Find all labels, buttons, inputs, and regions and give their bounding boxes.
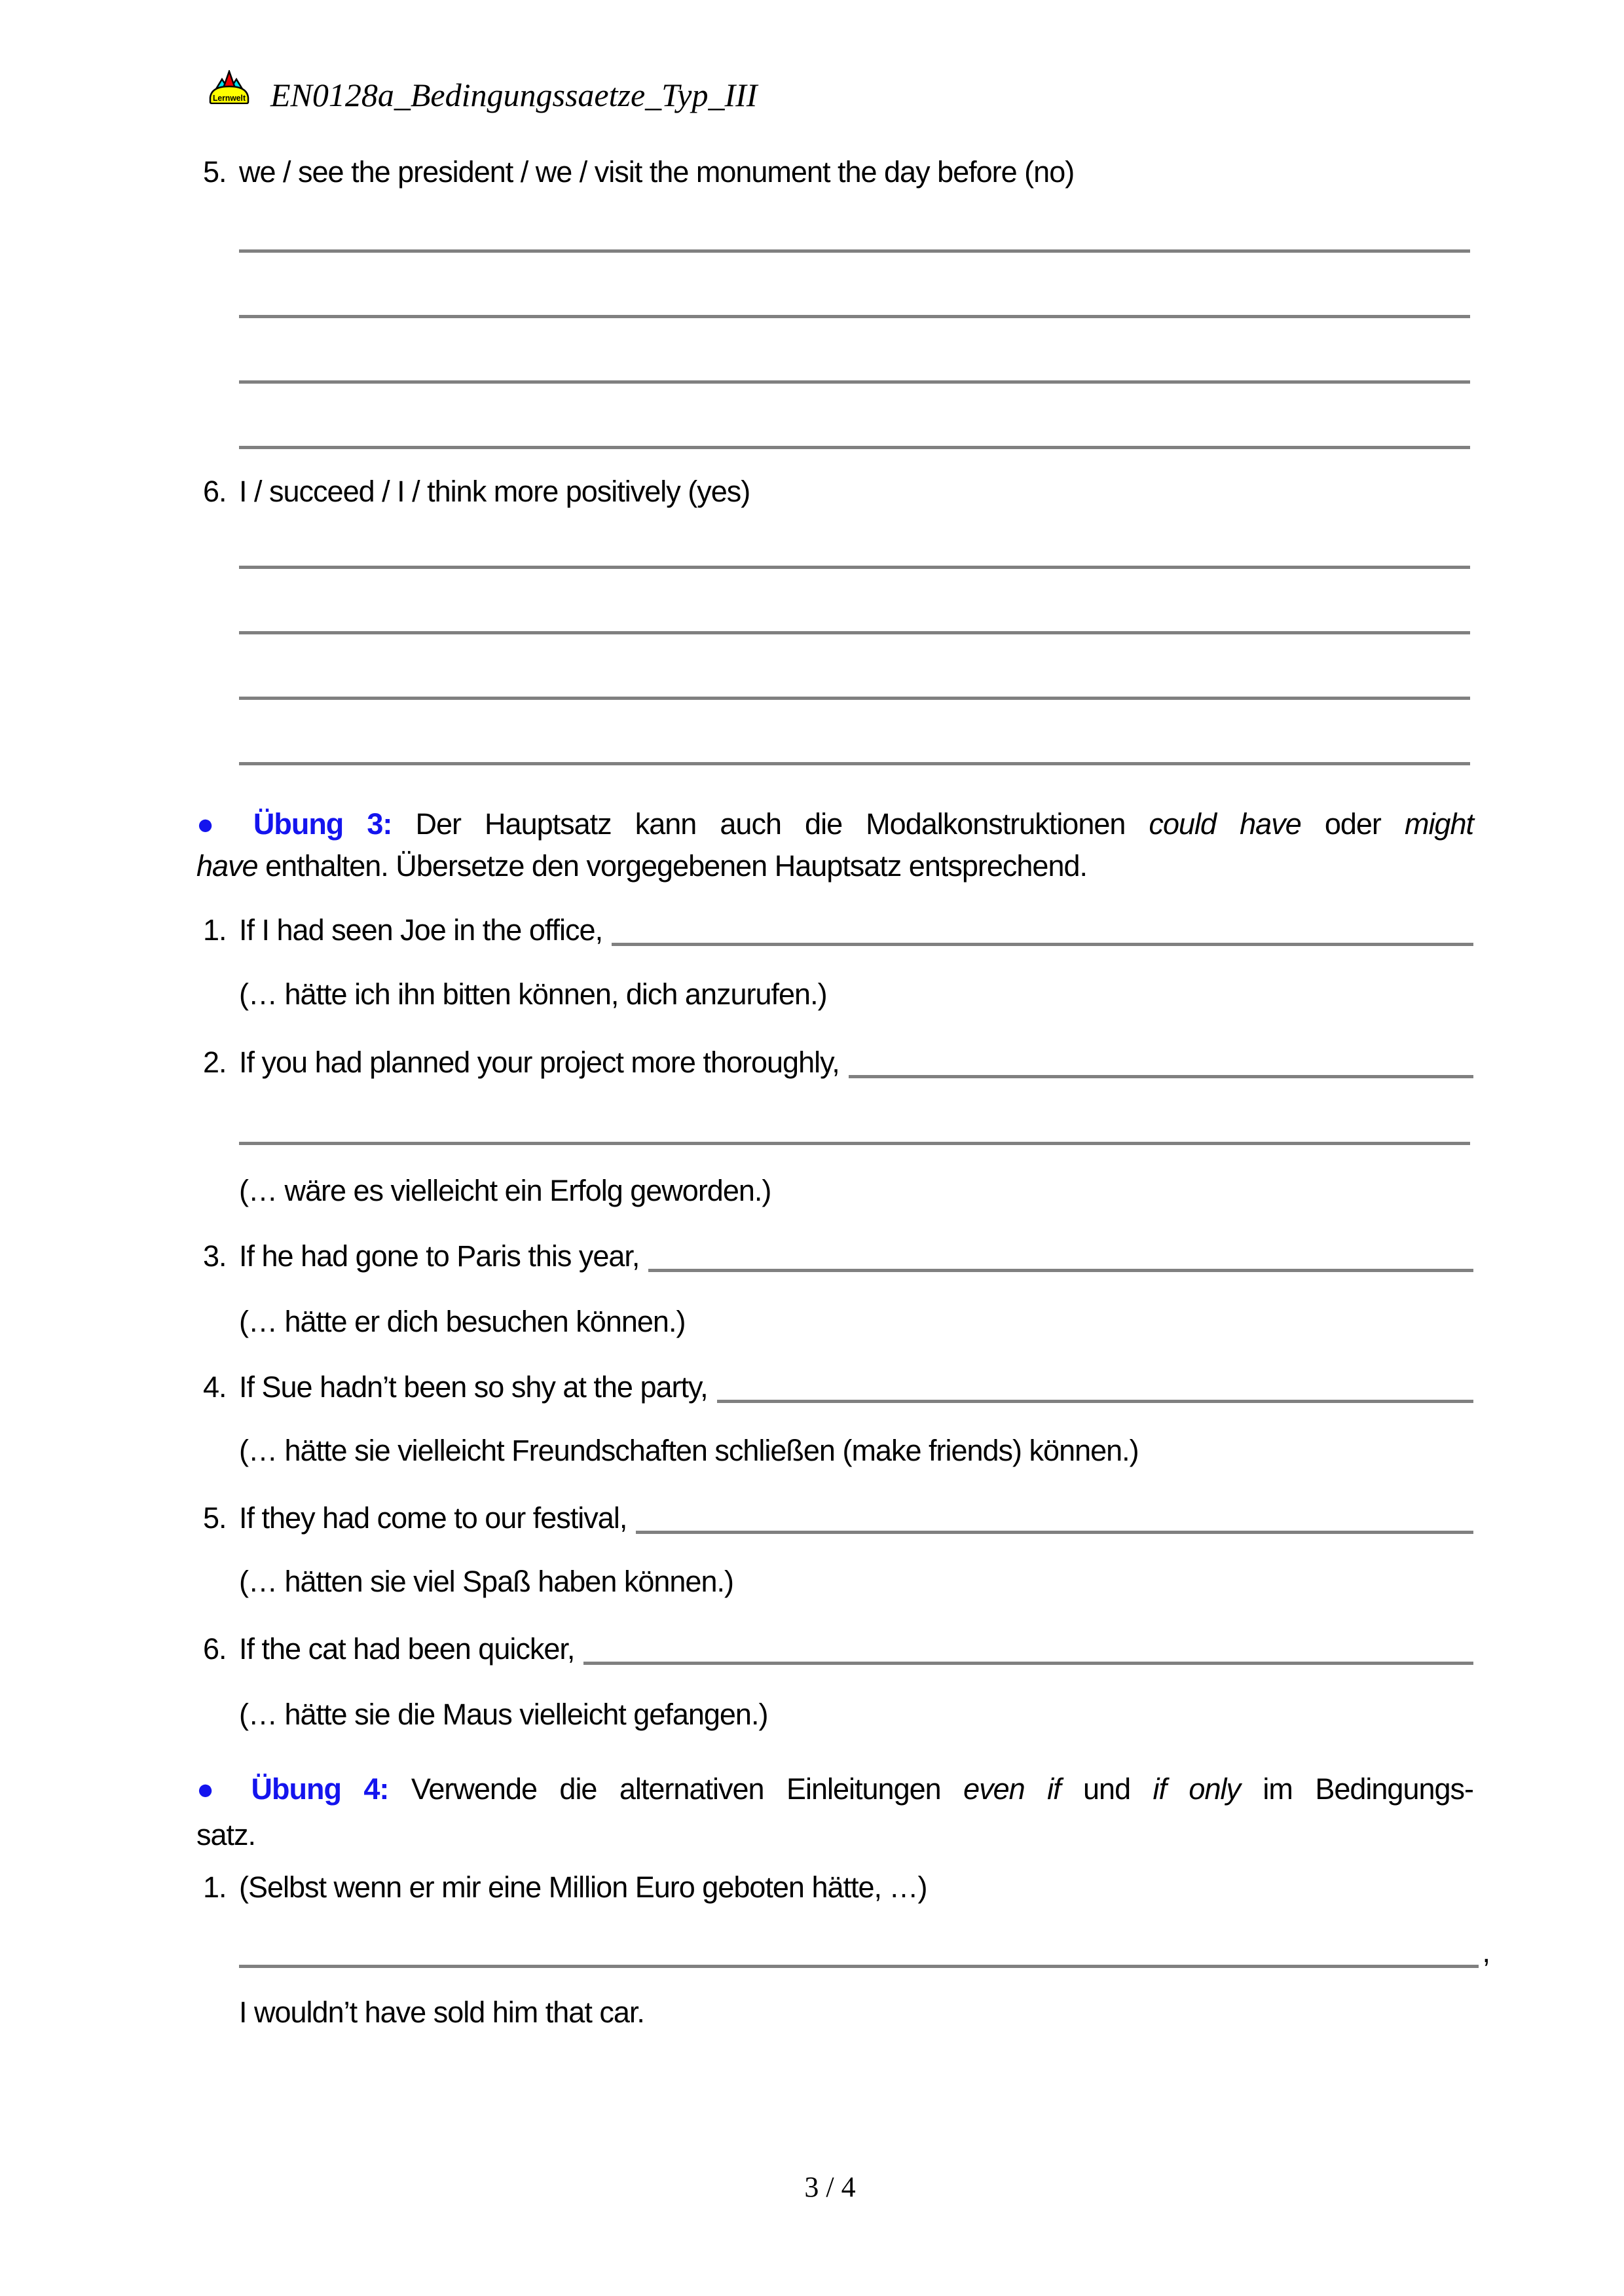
german-prompt: (… hätten sie viel Spaß haben können.) — [239, 1565, 733, 1598]
uebung3-item-5 — [203, 1501, 1473, 1535]
uebung3-intro: Der Hauptsatz kann auch die Modalkonstruktionen — [415, 807, 1149, 841]
answer-line — [239, 631, 1470, 634]
uebung3-item-2 — [203, 1046, 1473, 1080]
item-text: (Selbst wenn er mir eine Million Euro geboten hätte, …) — [239, 1870, 927, 1904]
uebung4-intro: im Bedingungs- — [1240, 1772, 1474, 1806]
answer-line — [239, 697, 1470, 700]
closing-text: I wouldn’t have sold him that car. — [239, 1995, 644, 2029]
exercise2-item-5 — [203, 155, 1473, 189]
item-number: 5. — [203, 1501, 227, 1535]
answer-suffix: , — [1482, 1935, 1490, 1969]
answer-line — [636, 1531, 1473, 1534]
logo-text: Lernwelt — [213, 93, 246, 103]
german-prompt: (… wäre es vielleicht ein Erfolg geworden.) — [239, 1174, 771, 1207]
uebung3-intro: enthalten. Übersetze den vorgegebenen Hauptsatz entsprechend. — [257, 849, 1088, 883]
uebung3-heading-line1 — [196, 807, 1473, 841]
answer-line — [239, 1965, 1479, 1968]
document-title: EN0128a_Bedingungssaetze_Typ_III — [270, 77, 758, 113]
answer-line — [239, 1142, 1470, 1145]
answer-line — [612, 943, 1473, 946]
item-text: If you had planned your project more thoroughly, — [239, 1046, 840, 1079]
lernwelt-logo — [208, 70, 251, 104]
item-number: 4. — [203, 1370, 227, 1404]
uebung3-item-1 — [203, 913, 1473, 947]
uebung3-intro-italic: could have — [1149, 807, 1301, 841]
uebung4-intro-italic: even if — [963, 1772, 1061, 1806]
exercise2-item-6 — [203, 475, 1473, 509]
german-prompt: (… hätte sie die Maus vielleicht gefangen.) — [239, 1698, 768, 1731]
uebung4-heading-line2: satz. — [196, 1818, 256, 1851]
answer-line — [648, 1269, 1473, 1272]
uebung4-intro-italic: if only — [1153, 1772, 1240, 1806]
uebung3-item-3 — [203, 1239, 1473, 1273]
german-prompt: (… hätte sie vielleicht Freundschaften schließen (make friends) können.) — [239, 1434, 1139, 1467]
answer-line — [583, 1662, 1473, 1665]
item-number: 6. — [203, 1632, 227, 1666]
item-text: If he had gone to Paris this year, — [239, 1239, 640, 1273]
answer-line — [849, 1075, 1473, 1078]
bullet-icon: ● — [196, 807, 230, 841]
uebung4-intro: und — [1060, 1772, 1153, 1806]
uebung3-item-6 — [203, 1632, 1473, 1666]
item-text: I / succeed / I / think more positively (yes) — [239, 475, 750, 508]
item-text: If the cat had been quicker, — [239, 1632, 575, 1666]
item-number: 3. — [203, 1239, 227, 1273]
answer-line — [239, 446, 1470, 449]
uebung4-item-1 — [203, 1870, 1473, 1904]
uebung3-intro-italic: might — [1404, 807, 1474, 841]
item-text: we / see the president / we / visit the monument the day before (no) — [239, 155, 1075, 189]
uebung4-answer-row — [239, 1935, 1490, 1969]
answer-line — [239, 762, 1470, 765]
item-number: 1. — [203, 1870, 227, 1904]
item-number: 2. — [203, 1046, 227, 1079]
uebung4-intro: Verwende die alternativen Einleitungen — [411, 1772, 964, 1806]
item-text: If they had come to our festival, — [239, 1501, 627, 1535]
item-number: 5. — [203, 155, 227, 189]
page-number: 3 / 4 — [804, 2171, 856, 2203]
uebung3-label: Übung 3: — [229, 807, 416, 841]
item-number: 6. — [203, 475, 227, 508]
item-text: If I had seen Joe in the office, — [239, 913, 603, 947]
answer-line — [239, 315, 1470, 318]
answer-line — [239, 249, 1470, 253]
uebung4-heading-line1 — [196, 1772, 1473, 1806]
uebung3-heading-line2 — [196, 849, 1473, 883]
answer-line — [239, 380, 1470, 384]
uebung3-intro-italic: have — [196, 849, 258, 883]
answer-line — [717, 1400, 1473, 1403]
uebung3-item-4 — [203, 1370, 1473, 1404]
answer-line — [239, 566, 1470, 569]
bullet-icon: ● — [196, 1772, 229, 1806]
item-number: 1. — [203, 913, 227, 947]
german-prompt: (… hätte ich ihn bitten können, dich anzurufen.) — [239, 977, 827, 1011]
uebung4-label: Übung 4: — [229, 1772, 411, 1806]
uebung3-intro: oder — [1301, 807, 1405, 841]
item-text: If Sue hadn’t been so shy at the party, — [239, 1370, 708, 1404]
german-prompt: (… hätte er dich besuchen können.) — [239, 1305, 686, 1338]
